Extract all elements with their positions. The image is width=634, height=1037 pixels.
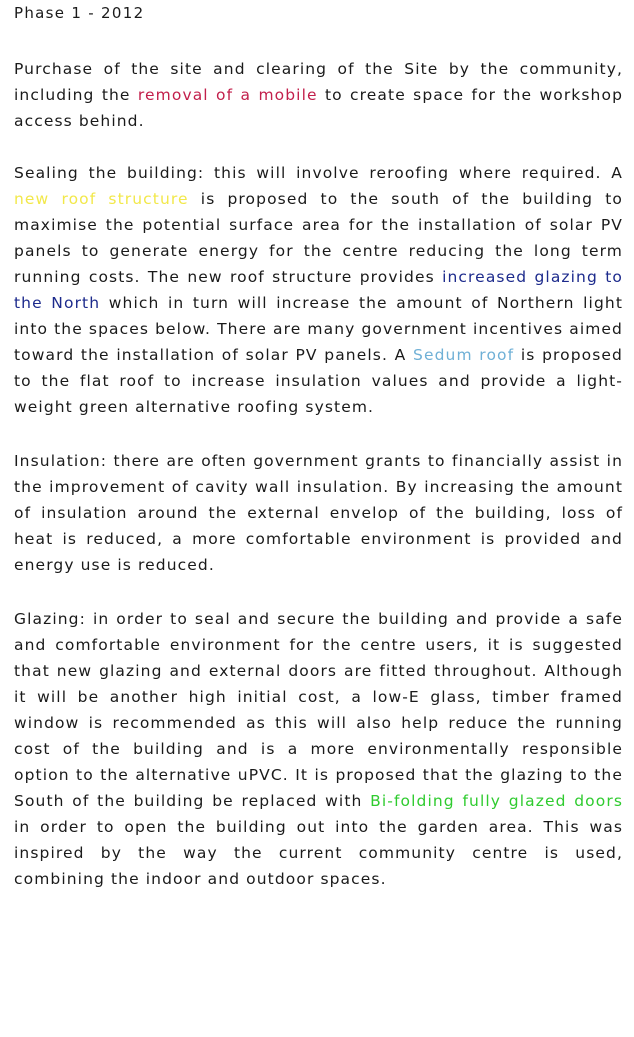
- highlight-removal-of-mobile: removal of a mobile: [137, 86, 318, 104]
- document-page: [14, 0, 623, 892]
- highlight-bi-folding-doors: Bi-folding fully glazed doors: [370, 792, 623, 810]
- paragraph-insulation: [14, 448, 623, 578]
- p4-text-b: in order to open the building out into the garden area. This was inspired by the way the current community centre is used, combining the indoor and outdoor spaces.: [14, 818, 623, 888]
- highlight-increased-glazing-north: increased glazing to the North: [14, 268, 623, 312]
- highlight-sedum-roof: Sedum roof: [413, 346, 515, 364]
- phase-heading: Phase 1 - 2012: [14, 4, 145, 22]
- p1-text-b: to create space for the workshop access behind.: [14, 86, 624, 130]
- p2-text-c: which in turn will increase the amount of Northern light into the spaces below. There are many government incentives aimed toward the installation of solar PV panels. A: [14, 294, 623, 364]
- highlight-new-roof-structure: new roof structure: [14, 190, 189, 208]
- paragraph-glazing: [14, 606, 623, 892]
- p2-text-a: Sealing the building: this will involve reroofing where required. A: [14, 164, 623, 182]
- paragraph-sealing-building: [14, 160, 623, 420]
- p4-text-a: Glazing: in order to seal and secure the building and provide a safe and comfortable environment for the centre users, it is suggested that new glazing and external doors are fitted throughout. Although it will be another high initial cost, a low-E glass, timber framed window is recommended as this will also help reduce the running cost of the building and is a more environmentally responsible option to the alternative uPVC. It is proposed that the glazing to the South of the building be replaced with: [14, 610, 623, 810]
- p2-text-d: is proposed to the flat roof to increase insulation values and provide a light-weight green alternative roofing system.: [14, 346, 623, 416]
- p1-text-a: Purchase of the site and clearing of the Site by the community, including the: [14, 60, 623, 104]
- paragraph-site-purchase: [14, 56, 623, 134]
- p3-text: Insulation: there are often government grants to financially assist in the improvement of cavity wall insulation. By increasing the amount of insulation around the external envelop of the building, loss of heat is reduced, a more comfortable environment is provided and energy use is reduced.: [14, 452, 623, 574]
- p2-text-b: is proposed to the south of the building to maximise the potential surface area for the installation of solar PV panels to generate energy for the centre reducing the long term running costs. The new roof structure provides: [14, 190, 623, 286]
